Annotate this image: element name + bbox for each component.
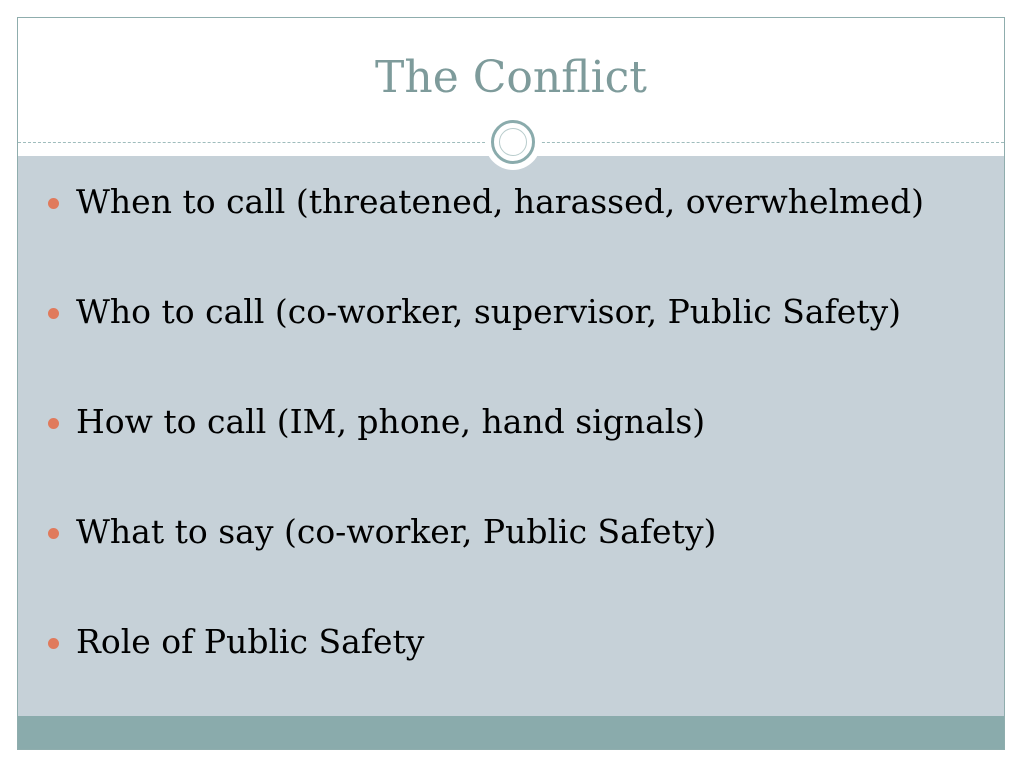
bullet-text: When to call (threatened, harassed, overwhelmed) — [76, 182, 924, 221]
bullet-item — [18, 292, 1004, 332]
footer-bar — [18, 716, 1004, 750]
content-area — [18, 156, 1004, 716]
ornament-ring — [491, 120, 535, 164]
bullet-dot-icon — [48, 528, 59, 539]
circle-ornament-icon — [485, 114, 541, 170]
slide-title: The Conflict — [375, 52, 647, 103]
bullet-item — [18, 402, 1004, 442]
slide — [17, 17, 1005, 750]
bullet-text: How to call (IM, phone, hand signals) — [76, 402, 706, 441]
bullet-item — [18, 622, 1004, 662]
bullet-dot-icon — [48, 418, 59, 429]
bullet-item — [18, 182, 1004, 222]
ornament-inner-ring — [499, 128, 527, 156]
bullet-dot-icon — [48, 638, 59, 649]
bullet-dot-icon — [48, 308, 59, 319]
bullet-text: Role of Public Safety — [76, 622, 425, 661]
bullet-dot-icon — [48, 198, 59, 209]
bullet-text: What to say (co-worker, Public Safety) — [76, 512, 717, 551]
bullet-text: Who to call (co-worker, supervisor, Public Safety) — [76, 292, 902, 331]
bullet-item — [18, 512, 1004, 552]
